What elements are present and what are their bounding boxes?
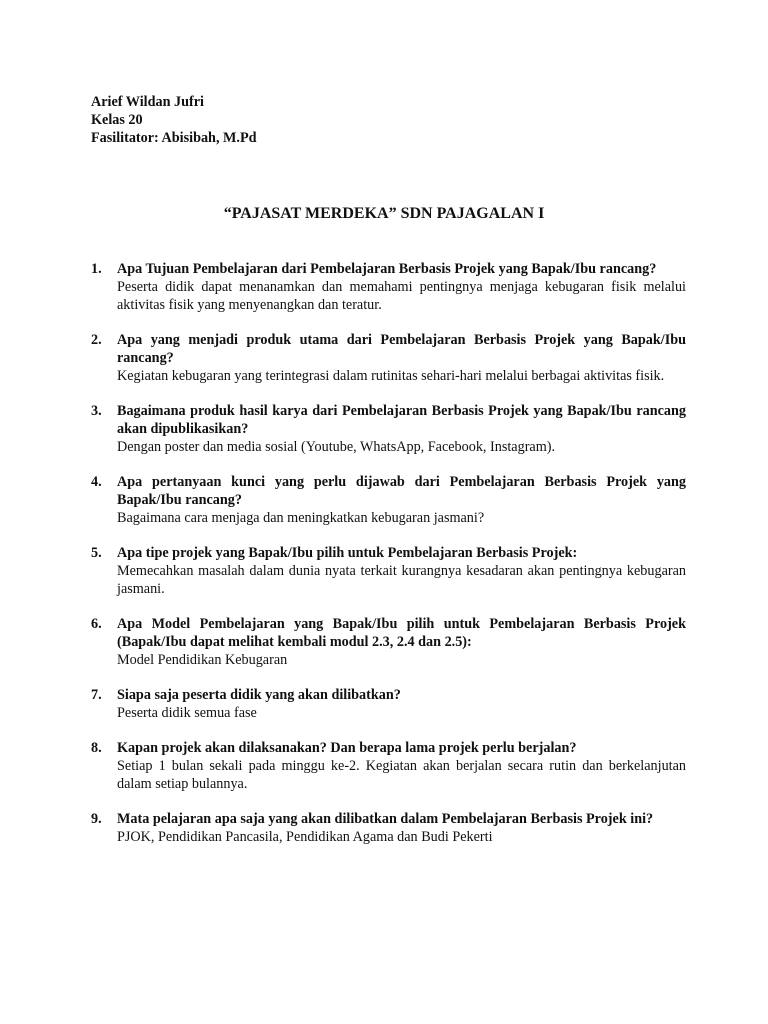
answer-text: Kegiatan kebugaran yang terintegrasi dalam rutinitas sehari-hari melalui berbagai aktivitas fisik. — [117, 368, 665, 384]
question-text: Apa pertanyaan kunci yang perlu dijawab dari Pembelajaran Berbasis Projek yang Bapak/Ibu rancang? — [117, 474, 686, 508]
question-item-8 — [91, 739, 686, 793]
class-label: Kelas 20 — [91, 112, 143, 128]
question-text: Siapa saja peserta didik yang akan dilibatkan? — [117, 687, 401, 703]
answer-text: Bagaimana cara menjaga dan meningkatkan kebugaran jasmani? — [117, 510, 485, 526]
document-title: “PAJASAT MERDEKA” SDN PAJAGALAN I — [223, 205, 545, 222]
question-number: 1. — [91, 261, 102, 277]
question-number: 3. — [91, 403, 102, 419]
question-item-7 — [91, 686, 686, 722]
answer-text: Peserta didik semua fase — [117, 705, 257, 721]
question-text: Apa tipe projek yang Bapak/Ibu pilih untuk Pembelajaran Berbasis Projek: — [117, 545, 578, 561]
question-item-5 — [91, 544, 686, 598]
author-name: Arief Wildan Jufri — [91, 94, 204, 110]
question-list — [91, 260, 686, 863]
question-text: Bagaimana produk hasil karya dari Pembelajaran Berbasis Projek yang Bapak/Ibu rancang akan dipublikasikan? — [117, 403, 686, 437]
question-text: Kapan projek akan dilaksanakan? Dan berapa lama projek perlu berjalan? — [117, 740, 577, 756]
question-item-3 — [91, 402, 686, 456]
answer-text: Memecahkan masalah dalam dunia nyata terkait kurangnya kesadaran akan pentingnya kebugaran jasmani. — [117, 563, 686, 597]
question-item-9 — [91, 810, 686, 846]
question-text: Apa yang menjadi produk utama dari Pembelajaran Berbasis Projek yang Bapak/Ibu rancang? — [117, 332, 686, 366]
question-number: 7. — [91, 687, 102, 703]
question-number: 5. — [91, 545, 102, 561]
question-item-6 — [91, 615, 686, 669]
question-text: Apa Model Pembelajaran yang Bapak/Ibu pilih untuk Pembelajaran Berbasis Projek (Bapak/Ibu dapat melihat kembali modul 2.3, 2.4 dan 2.5): — [117, 616, 686, 650]
facilitator-label: Fasilitator: Abisibah, M.Pd — [91, 130, 257, 146]
answer-text: Peserta didik dapat menanamkan dan memahami pentingnya menjaga kebugaran fisik melalui aktivitas fisik yang menyenangkan dan teratur. — [117, 279, 686, 313]
answer-text: Model Pendidikan Kebugaran — [117, 652, 288, 668]
answer-text: Setiap 1 bulan sekali pada minggu ke-2. Kegiatan akan berjalan secara rutin dan berkelanjutan dalam setiap bulannya. — [117, 758, 686, 792]
question-number: 9. — [91, 811, 102, 827]
author-block — [91, 93, 257, 147]
question-item-2 — [91, 331, 686, 385]
question-number: 4. — [91, 474, 102, 490]
answer-text: PJOK, Pendidikan Pancasila, Pendidikan Agama dan Budi Pekerti — [117, 829, 493, 845]
question-item-4 — [91, 473, 686, 527]
question-text: Mata pelajaran apa saja yang akan dilibatkan dalam Pembelajaran Berbasis Projek ini? — [117, 811, 654, 827]
question-number: 2. — [91, 332, 102, 348]
question-item-1 — [91, 260, 686, 314]
answer-text: Dengan poster dan media sosial (Youtube, WhatsApp, Facebook, Instagram). — [117, 439, 556, 455]
question-number: 8. — [91, 740, 102, 756]
question-text: Apa Tujuan Pembelajaran dari Pembelajaran Berbasis Projek yang Bapak/Ibu rancang? — [117, 261, 657, 277]
question-number: 6. — [91, 616, 102, 632]
